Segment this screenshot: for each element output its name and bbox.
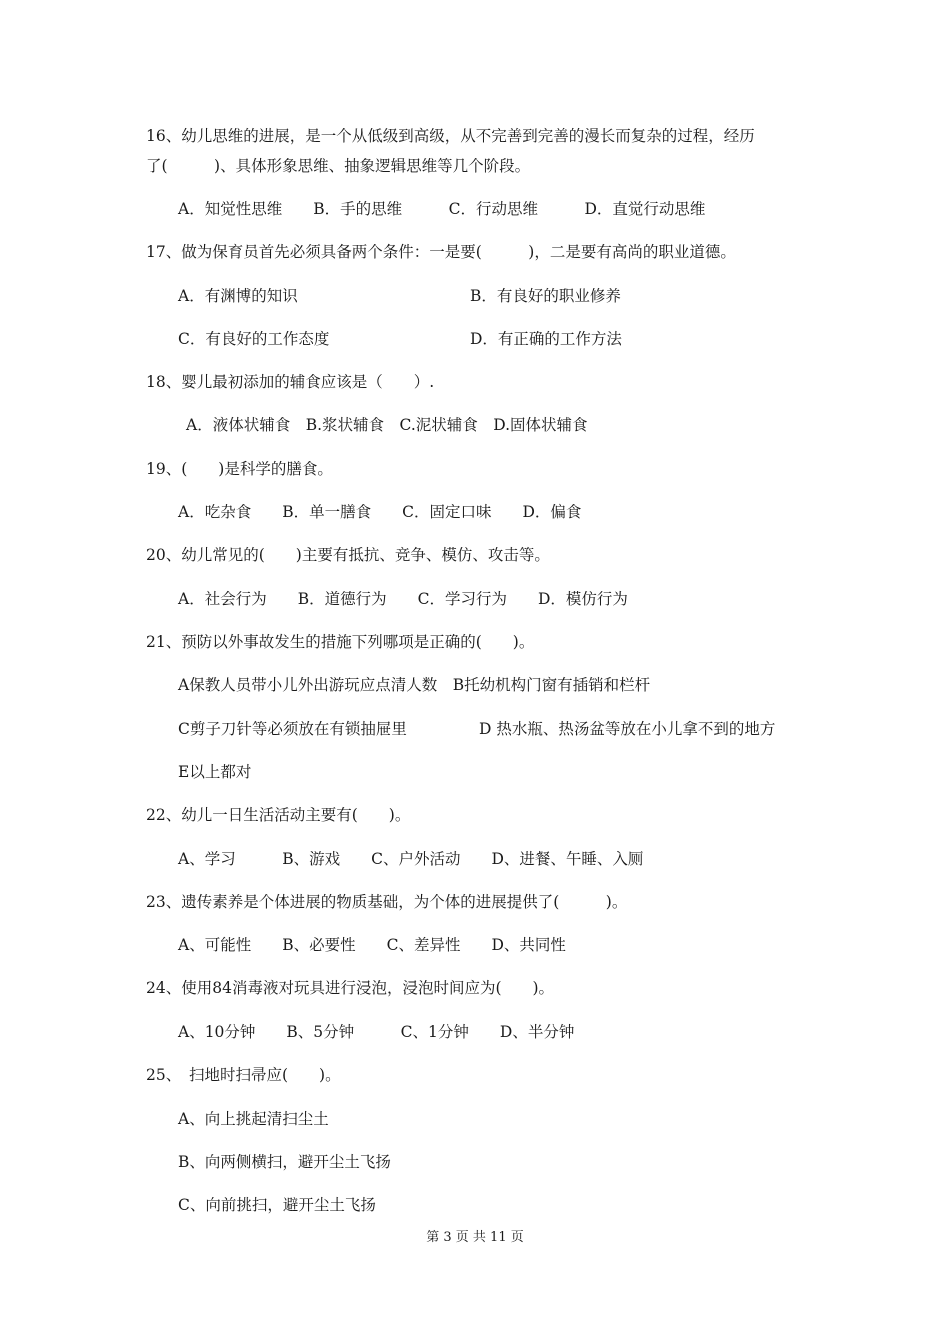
question-17-option-b: B．有良好的职业修养	[470, 287, 621, 305]
question-23-stem: 23、遗传素养是个体进展的物质基础，为个体的进展提供了( )。	[146, 893, 628, 911]
question-17-option-a: A．有渊博的知识	[178, 287, 298, 305]
question-17-stem: 17、做为保育员首先必须具备两个条件：一是要( )，二是要有高尚的职业道德。	[146, 243, 736, 261]
question-18-options: A．液体状辅食 B.浆状辅食 C.泥状辅食 D.固体状辅食	[186, 416, 588, 434]
question-25-option-b: B、向两侧横扫，避开尘土飞扬	[178, 1153, 391, 1171]
question-16-line-2: 了( )、具体形象思维、抽象逻辑思维等几个阶段。	[146, 157, 531, 175]
question-23-options: A、可能性 B、必要性 C、差异性 D、共同性	[178, 936, 566, 954]
question-24-options: A、10分钟 B、5分钟 C、1分钟 D、半分钟	[178, 1023, 575, 1041]
question-21-option-d: D 热水瓶、热汤盆等放在小儿拿不到的地方	[479, 720, 776, 738]
question-22-stem: 22、幼儿一日生活活动主要有( )。	[146, 806, 411, 824]
question-24-stem: 24、使用84消毒液对玩具进行浸泡，浸泡时间应为( )。	[146, 979, 555, 997]
question-25-stem: 25、 扫地时扫帚应( )。	[146, 1066, 341, 1084]
question-17-option-d: D．有正确的工作方法	[470, 330, 622, 348]
question-21-option-c: C剪子刀针等必须放在有锁抽屉里	[178, 720, 407, 738]
question-21-stem: 21、预防以外事故发生的措施下列哪项是正确的( )。	[146, 633, 535, 651]
question-25-option-c: C、向前挑扫，避开尘土飞扬	[178, 1196, 376, 1214]
question-16-line-1: 16、幼儿思维的进展，是一个从低级到高级，从不完善到完善的漫长而复杂的过程，经历	[146, 127, 755, 145]
question-17-option-c: C．有良好的工作态度	[178, 330, 330, 348]
question-20-options: A．社会行为 B．道德行为 C．学习行为 D．模仿行为	[178, 590, 628, 608]
page-footer: 第 3 页 共 11 页	[426, 1230, 524, 1245]
question-20-stem: 20、幼儿常见的( )主要有抵抗、竞争、模仿、攻击等。	[146, 546, 550, 564]
question-22-options: A、学习 B、游戏 C、户外活动 D、进餐、午睡、入厕	[178, 850, 644, 868]
question-19-options: A．吃杂食 B．单一膳食 C．固定口味 D．偏食	[178, 503, 582, 521]
question-16-options: A．知觉性思维 B．手的思维 C．行动思维 D．直觉行动思维	[178, 200, 706, 218]
question-21-options-ab: A保教人员带小儿外出游玩应点清人数 B托幼机构门窗有插销和栏杆	[178, 676, 651, 694]
question-19-stem: 19、( )是科学的膳食。	[146, 460, 333, 478]
question-18-stem: 18、婴儿最初添加的辅食应该是（ ）.	[146, 373, 435, 391]
question-25-option-a: A、向上挑起清扫尘土	[178, 1110, 329, 1128]
question-21-option-e: E以上都对	[178, 763, 252, 781]
